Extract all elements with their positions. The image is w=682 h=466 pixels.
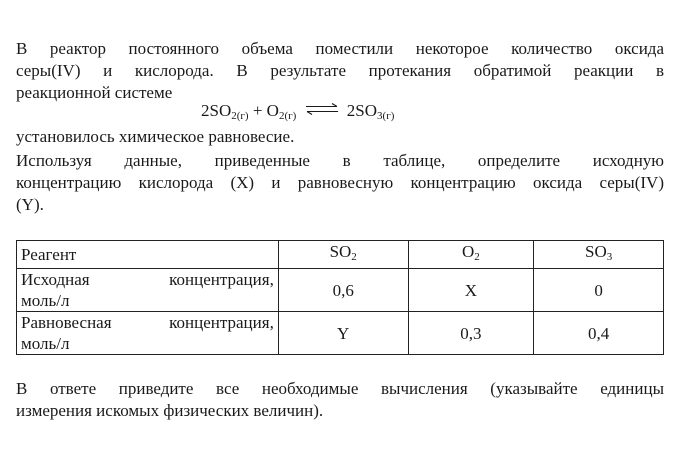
row-label-unit: моль/л (21, 334, 70, 353)
header-so3 (534, 241, 664, 269)
equation-so2-subscript: 2(г) (231, 110, 249, 122)
header-so3-subscript: 3 (606, 251, 613, 263)
question-line-3: (Y). (16, 195, 44, 214)
header-reagent: Реагент (17, 241, 279, 269)
equilibrium-statement: установилось химическое равновесие. (16, 127, 295, 146)
row-label-word: Равновесная (21, 313, 112, 332)
reaction-equation (201, 101, 394, 122)
cell-so3: 0,4 (534, 312, 664, 355)
equation-o2-subscript: 2(г) (278, 110, 297, 122)
header-so3-formula: SO (585, 242, 607, 261)
cell-o2: 0,3 (408, 312, 534, 355)
footer-line-1: В ответе приведите все необходимые вычисления (указывайте единицы (16, 379, 664, 398)
row-label (17, 312, 279, 355)
table-header-row (17, 241, 664, 269)
question-paragraph (16, 150, 664, 216)
equation-so3-subscript: 3(г) (377, 110, 395, 122)
concentration-table (16, 240, 664, 355)
header-o2-subscript: 2 (474, 251, 480, 263)
cell-so2: Y (278, 312, 408, 355)
footer-line-2: измерения искомых физических величин). (16, 401, 324, 420)
header-so2 (278, 241, 408, 269)
intro-line-2: серы(IV) и кислорода. В результате протекания обратимой реакции в (16, 61, 664, 80)
header-so2-formula: SO (329, 242, 352, 261)
cell-so2: 0,6 (278, 269, 408, 312)
answer-instructions (16, 378, 664, 422)
row-label (17, 269, 279, 312)
question-line-2: концентрацию кислорода (X) и равновесную концентрацию оксида серы(IV) (16, 173, 664, 192)
header-o2 (408, 241, 534, 269)
intro-line-3: реакционной системе (16, 83, 173, 102)
row-label-word: концентрация, (169, 270, 274, 289)
intro-paragraph (16, 38, 664, 104)
equation-product-so3: 2SO (346, 101, 378, 120)
row-label-unit: моль/л (21, 291, 70, 310)
equation-reactant-so2: 2SO (201, 101, 232, 120)
table-row (17, 312, 664, 355)
equation-reactant-o2: + O (248, 101, 279, 120)
row-label-word: концентрация, (169, 313, 274, 332)
header-so2-subscript: 2 (351, 251, 357, 263)
question-line-1: Используя данные, приведенные в таблице, определите исходную (16, 151, 664, 170)
table-row (17, 269, 664, 312)
cell-o2: X (408, 269, 534, 312)
equilibrium-arrows-icon (305, 103, 339, 115)
cell-so3: 0 (534, 269, 664, 312)
row-label-word: Исходная (21, 270, 90, 289)
header-o2-formula: O (462, 242, 475, 261)
intro-line-1: В реактор постоянного объема поместили некоторое количество оксида (16, 39, 664, 58)
